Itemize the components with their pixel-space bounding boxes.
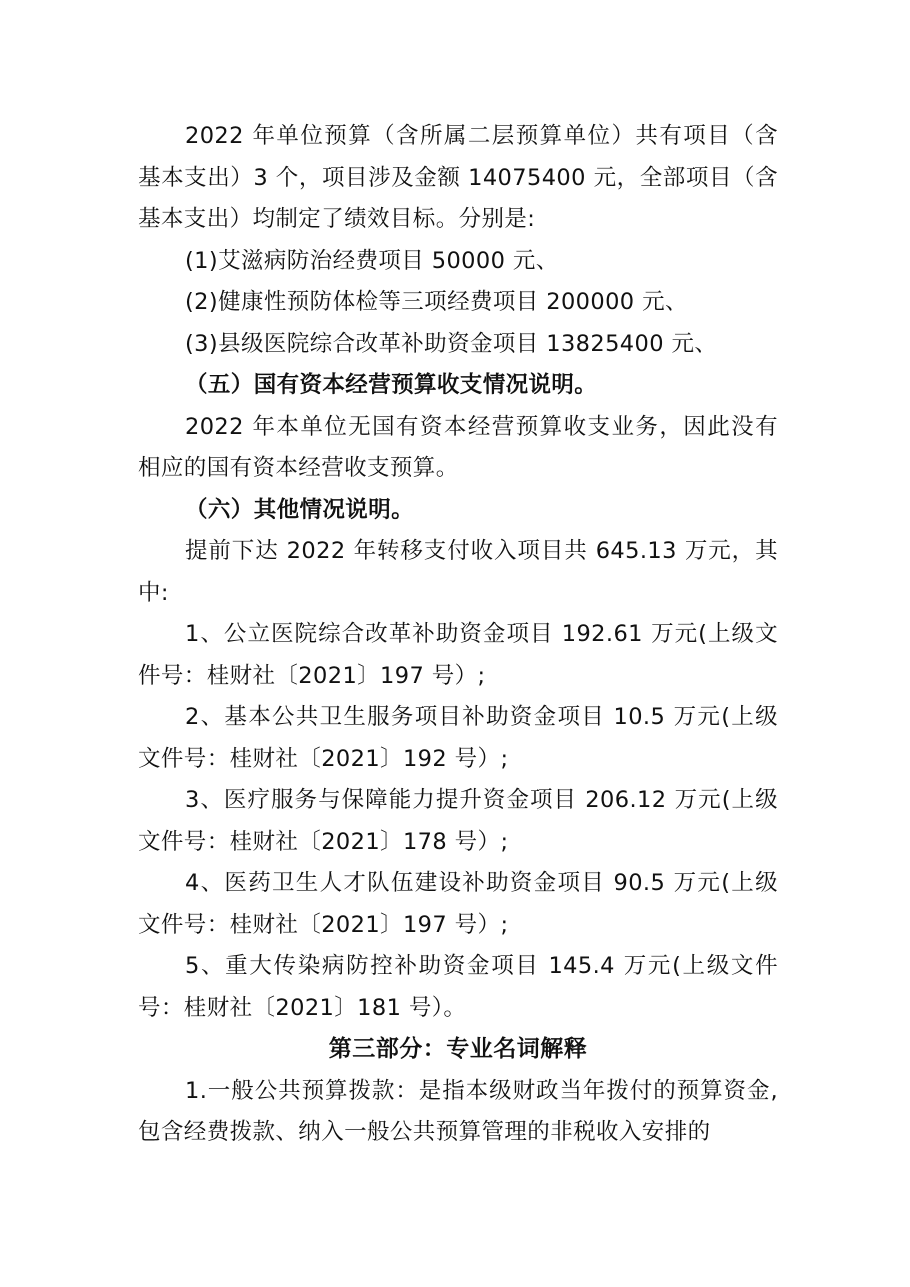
section-heading-state-capital: （五）国有资本经营预算收支情况说明。	[185, 372, 598, 398]
paragraph-state-capital: 2022 年本单位无国有资本经营预算收支业务，因此没有相应的国有资本经营收支预算。	[138, 413, 778, 481]
paragraph-transfer-1: 1、公立医院综合改革补助资金项目 192.61 万元(上级文件号：桂财社〔2021〕197 号）;	[138, 621, 778, 689]
paragraph-transfer-5: 5、重大传染病防控补助资金项目 145.4 万元(上级文件号：桂财社〔2021〕181 号）。	[138, 953, 778, 1021]
paragraph-project-1: (1)艾滋病防治经费项目 50000 元、	[185, 247, 559, 274]
paragraph-transfer-3: 3、医疗服务与保障能力提升资金项目 206.12 万元(上级文件号：桂财社〔2021〕178 号）;	[138, 787, 778, 855]
document-body	[138, 116, 778, 1154]
part-three-title: 第三部分：专业名词解释	[328, 1036, 588, 1062]
paragraph-project-summary: 2022 年单位预算（含所属二层预算单位）共有项目（含基本支出）3 个，项目涉及金额 14075400 元，全部项目（含基本支出）均制定了绩效目标。分别是:	[138, 123, 778, 232]
paragraph-project-3: (3)县级医院综合改革补助资金项目 13825400 元、	[185, 330, 718, 357]
paragraph-term-1: 1.一般公共预算拨款：是指本级财政当年拨付的预算资金,包含经费拨款、纳入一般公共预算管理的非税收入安排的	[138, 1077, 778, 1145]
paragraph-transfer-2: 2、基本公共卫生服务项目补助资金项目 10.5 万元(上级文件号：桂财社〔2021〕192 号）;	[138, 704, 778, 772]
paragraph-transfer-4: 4、医药卫生人才队伍建设补助资金项目 90.5 万元(上级文件号：桂财社〔2021〕197 号）;	[138, 870, 778, 938]
paragraph-project-2: (2)健康性预防体检等三项经费项目 200000 元、	[185, 289, 688, 315]
section-heading-other: （六）其他情况说明。	[185, 496, 415, 523]
paragraph-transfer-summary: 提前下达 2022 年转移支付收入项目共 645.13 万元，其中:	[138, 538, 778, 606]
